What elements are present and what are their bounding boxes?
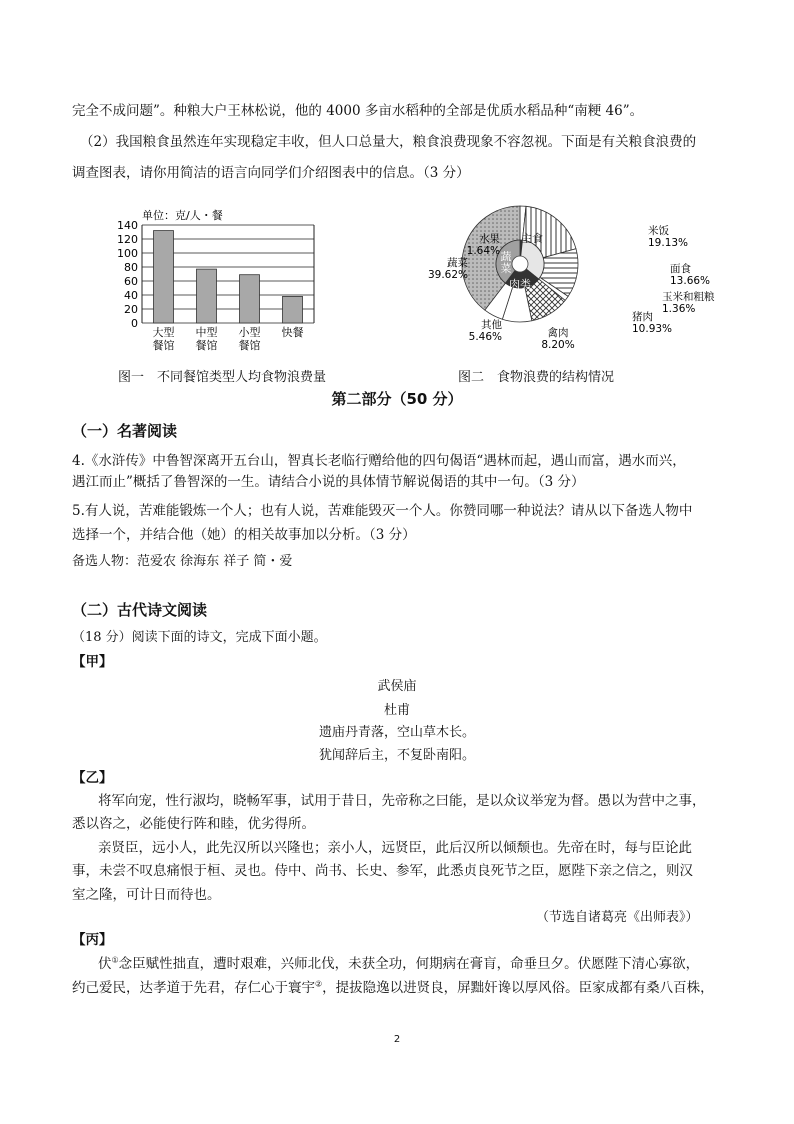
section2-intro: （18 分）阅读下面的诗文，完成下面小题。 [72, 630, 327, 645]
pie-inner-label: 菜 [500, 262, 512, 275]
bar-ytick-label: 60 [124, 275, 138, 288]
poem-line2: 犹闻辞后主，不复卧南阳。 [318, 748, 475, 763]
candidate-list: 备选人物：范爱农 徐海东 祥子 简・爱 [72, 554, 293, 569]
bar-ytick-label: 40 [124, 289, 138, 302]
bar-category-label: 餐馆 [152, 339, 175, 352]
q5-line2: 选择一个，并结合他（她）的相关故事加以分析。（3 分） [72, 527, 416, 543]
pie-slice-pct: 1.64% [466, 245, 500, 257]
yi-p2-line2: 事，未尝不叹息痛恨于桓、灵也。侍中、尚书、长史、参军，此悉贞良死节之臣，愿陛下亲之信之，则汉 [72, 863, 693, 879]
bar-chart-caption: 图一 不同餐馆类型人均食物浪费量 [118, 370, 327, 385]
bing-line2 [72, 976, 714, 996]
bing-line1-rest: 念臣赋性拙直，遭时艰难，兴师北伐，未获全功，何期病在膏肓，命垂旦夕。伏愿陛下清心寡欲， [118, 956, 700, 972]
pie-inner-label: 蔬 [500, 250, 512, 263]
bar-category-label: 小型 [238, 326, 261, 339]
pie-center-hole [512, 256, 528, 272]
q2-line2: 调查图表，请你用简洁的语言向同学们介绍图表中的信息。（3 分） [72, 165, 470, 181]
section2-title: （二）古代诗文阅读 [72, 601, 208, 619]
label-jia: 【甲】 [72, 654, 113, 670]
pie-slice-pct: 19.13% [648, 237, 689, 249]
pie-slice-label: 面食 [670, 263, 691, 275]
bar-ytick-label: 20 [124, 303, 138, 316]
bar-2 [240, 275, 260, 323]
part2-title: 第二部分（50 分） [331, 390, 463, 408]
continuation-line: 完全不成问题”。种粮大户王林松说，他的 4000 多亩水稻种的全部是优质水稻品种“南粳 46”。 [72, 103, 644, 119]
pie-chart-caption: 图二 食物浪费的结构情况 [458, 370, 615, 385]
q4-line1: 4.《水浒传》中鲁智深离开五台山，智真长老临行赠给他的四句偈语“遇林而起，遇山而富，遇水而兴， [72, 453, 686, 469]
poem-title: 武侯庙 [377, 679, 417, 694]
bar-category-label: 中型 [195, 326, 218, 339]
bing-line2-start: 约己爱民，达孝道于先君，存仁心于寰宇 [72, 980, 315, 996]
pie-inner-label: 主食 [521, 232, 543, 245]
pie-slice-label: 猪肉 [632, 311, 653, 323]
footnote-2-marker: ② [315, 979, 323, 989]
pie-slice-pct: 8.20% [541, 339, 575, 351]
pie-slice-label: 水果 [479, 233, 500, 245]
pie-slice-pct: 5.46% [468, 331, 502, 343]
pie-slice-label: 米饭 [648, 225, 669, 237]
bar-ytick-label: 120 [117, 233, 138, 246]
pie-slice-pct: 39.62% [427, 269, 468, 281]
yi-p1-line2: 悉以咨之，必能使行阵和睦，优劣得所。 [72, 816, 315, 832]
poem-line1: 遗庙丹青落，空山草木长。 [318, 725, 475, 740]
bar-category-label: 餐馆 [195, 339, 218, 352]
bar-1 [197, 269, 217, 323]
bar-category-label: 快餐 [281, 326, 304, 339]
pie-inner-label: 肉类 [509, 278, 531, 291]
bar-ytick-label: 0 [131, 317, 138, 330]
label-yi: 【乙】 [72, 770, 113, 786]
bar-category-label: 餐馆 [238, 339, 261, 352]
bar-chart [110, 205, 335, 355]
bar-ytick-label: 100 [117, 247, 138, 260]
bar-0 [154, 231, 174, 323]
bing-line2-rest: ，提拔隐逸以进贤良，屏黜奸谗以厚风俗。臣家成都有桑八百株， [322, 980, 714, 996]
section1-title: （一）名著阅读 [72, 422, 178, 440]
bing-line1-start: 伏 [98, 956, 112, 972]
page-number: 2 [393, 1034, 401, 1045]
pie-slice-pct: 1.36% [662, 303, 696, 315]
q2-line1: （2）我国粮食虽然连年实现稳定丰收，但人口总量大，粮食浪费现象不容忽视。下面是有关粮食浪费的 [80, 134, 697, 150]
q4-line2: 遇江而止”概括了鲁智深的一生。请结合小说的具体情节解说偈语的其中一句。（3 分） [72, 474, 585, 490]
bar-chart-unit-label: 单位：克/人・餐 [142, 209, 223, 222]
pie-slice-label: 其他 [481, 319, 502, 331]
yi-p1-line1: 将军向宠，性行淑均，晓畅军事，试用于昔日，先帝称之曰能，是以众议举宠为督。愚以为营中之事， [98, 793, 706, 809]
pie-slice-pct: 10.93% [632, 323, 673, 335]
footnote-1-marker: ① [111, 955, 119, 965]
bar-3 [283, 296, 303, 323]
pie-slice-label: 蔬菜 [447, 257, 468, 269]
pie-chart [420, 182, 715, 352]
poem-author: 杜甫 [383, 703, 410, 718]
pie-slice-label: 玉米和粗粮 [662, 291, 715, 303]
pie-slice-pct: 13.66% [670, 275, 711, 287]
label-bing: 【丙】 [72, 932, 113, 948]
q5-line1: 5.有人说，苦难能锻炼一个人；也有人说，苦难能毁灭一个人。你赞同哪一种说法？请从以下备选人物中 [72, 503, 693, 519]
pie-slice-label: 禽肉 [547, 327, 569, 339]
bar-ytick-label: 140 [117, 219, 138, 232]
bar-ytick-label: 80 [124, 261, 138, 274]
yi-source: （节选自诸葛亮《出师表》） [536, 910, 699, 925]
yi-p2-line1: 亲贤臣，远小人，此先汉所以兴隆也；亲小人，远贤臣，此后汉所以倾颓也。先帝在时，每与臣论此 [98, 840, 692, 856]
bar-category-label: 大型 [152, 326, 175, 339]
bing-line1 [98, 952, 699, 972]
yi-p2-line3: 室之隆，可计日而待也。 [72, 887, 221, 903]
